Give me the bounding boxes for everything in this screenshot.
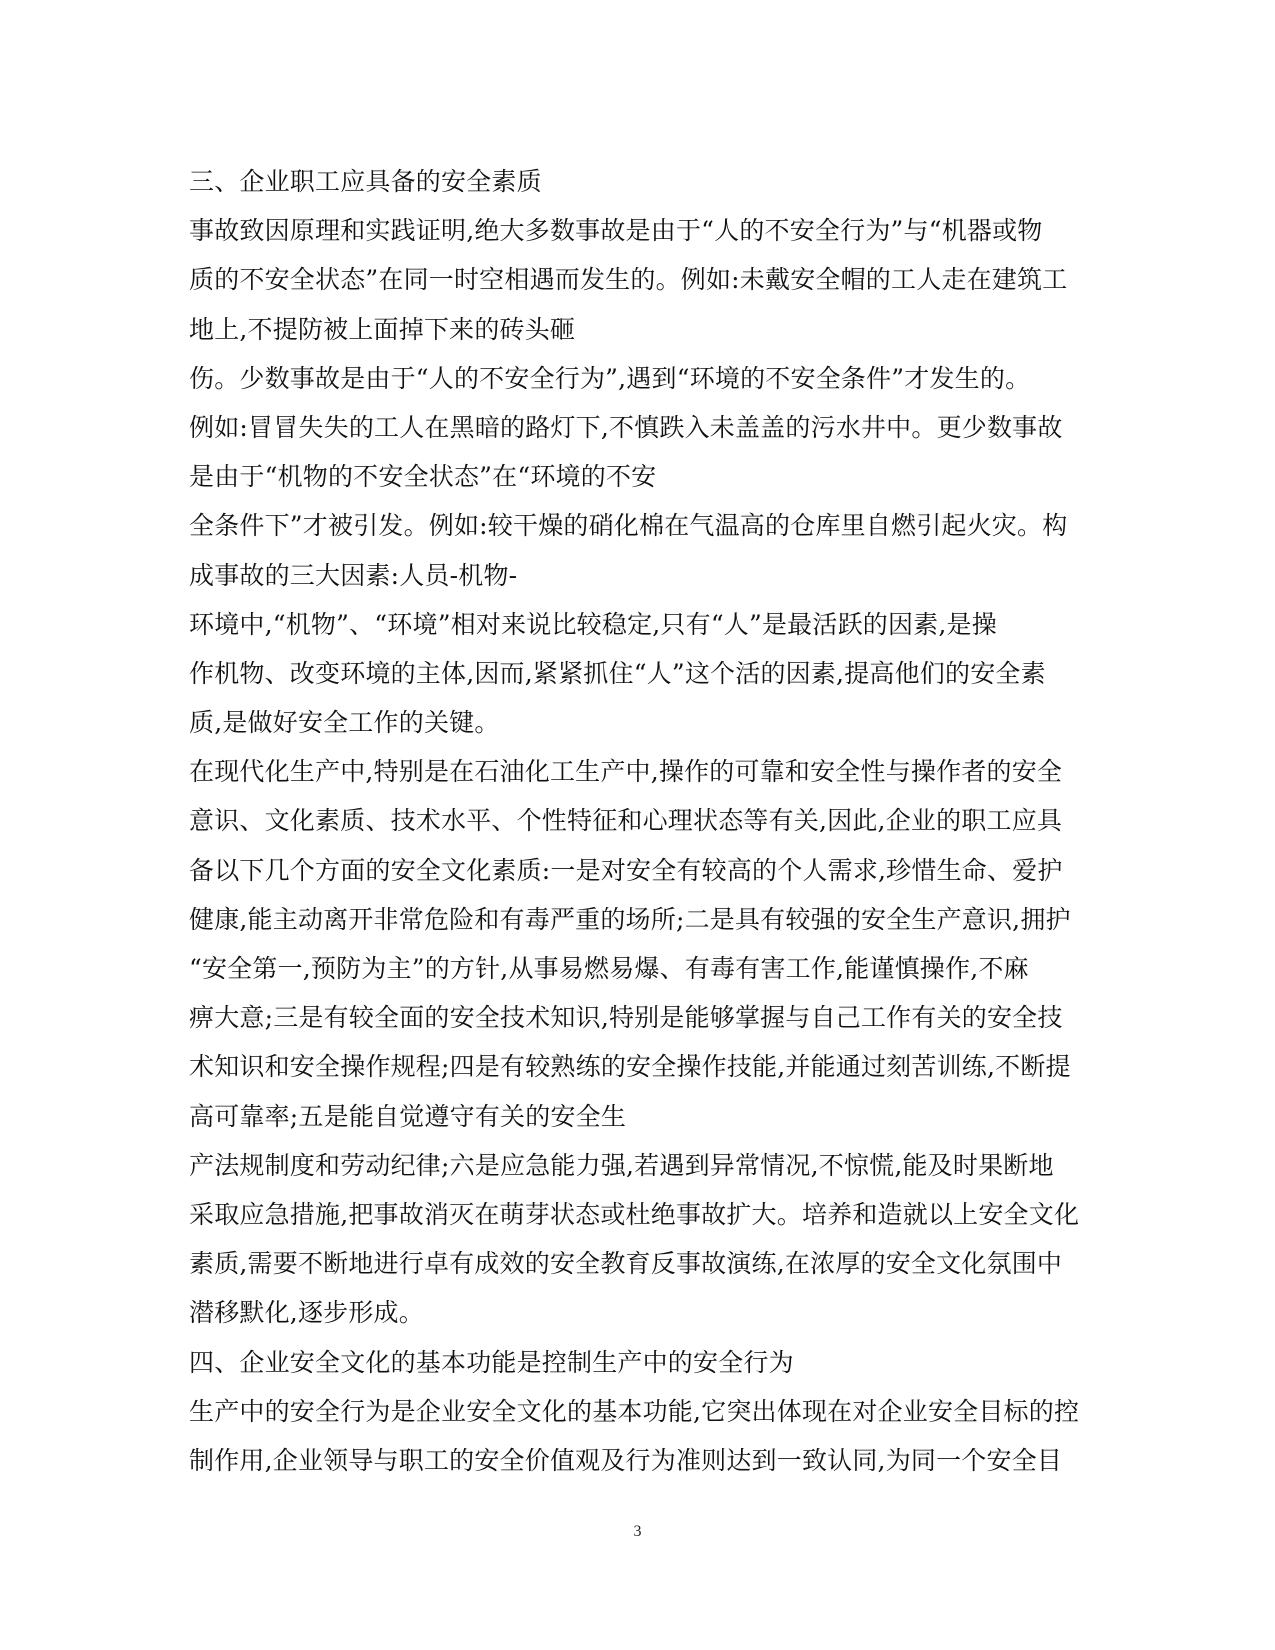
heading-section-3: 三、企业职工应具备的安全素质 bbox=[189, 167, 542, 196]
text-line: 高可靠率;五是能自觉遵守有关的安全生 bbox=[189, 1101, 627, 1131]
text-line: 伤。少数事故是由于“人的不安全行为”,遇到“环境的不安全条件”才发生的。 bbox=[189, 363, 1031, 393]
text-line: 健康,能主动离开非常危险和有毒严重的场所;二是具有较强的安全生产意识,拥护 bbox=[189, 904, 1071, 934]
text-line: 成事故的三大因素:人员-机物- bbox=[189, 560, 518, 590]
text-line: 是由于“机物的不安全状态”在“环境的不安 bbox=[189, 462, 657, 492]
text-line: 痹大意;三是有较全面的安全技术知识,特别是能够掌握与自己工作有关的安全技 bbox=[189, 1003, 1063, 1033]
text-line: 例如:冒冒失失的工人在黑暗的路灯下,不慎跌入未盖盖的污水井中。更少数事故 bbox=[189, 412, 1063, 442]
text-line: 产法规制度和劳动纪律;六是应急能力强,若遇到异常情况,不惊慌,能及时果断地 bbox=[189, 1150, 1054, 1180]
text-line: 素质,需要不断地进行卓有成效的安全教育反事故演练,在浓厚的安全文化氛围中 bbox=[189, 1249, 1063, 1279]
text-line: 采取应急措施,把事故消灭在萌芽状态或杜绝事故扩大。培养和造就以上安全文化 bbox=[189, 1199, 1080, 1229]
text-line: 地上,不提防被上面掉下来的砖头砸 bbox=[189, 314, 576, 344]
text-line: 术知识和安全操作规程;四是有较熟练的安全操作技能,并能通过刻苦训练,不断提 bbox=[189, 1052, 1071, 1082]
text-line: 备以下几个方面的安全文化素质:一是对安全有较高的个人需求,珍惜生命、爱护 bbox=[189, 855, 1063, 885]
heading-section-4: 四、企业安全文化的基本功能是控制生产中的安全行为 bbox=[189, 1347, 794, 1377]
text-line: 生产中的安全行为是企业安全文化的基本功能,它突出体现在对企业安全目标的控 bbox=[189, 1396, 1080, 1426]
text-line: 在现代化生产中,特别是在石油化工生产中,操作的可靠和安全性与操作者的安全 bbox=[189, 757, 1063, 787]
text-line: 作机物、改变环境的主体,因而,紧紧抓住“人”这个活的因素,提高他们的安全素 bbox=[189, 658, 1046, 688]
page-number: 3 bbox=[633, 1523, 642, 1540]
text-line: 质的不安全状态”在同一时空相遇而发生的。例如:未戴安全帽的工人走在建筑工 bbox=[189, 265, 1068, 295]
body-text bbox=[189, 157, 1089, 1485]
text-line: 潜移默化,逐步形成。 bbox=[189, 1298, 424, 1328]
text-line: 质,是做好安全工作的关键。 bbox=[189, 708, 500, 738]
text-line: “安全第一,预防为主”的方针,从事易燃易爆、有毒有害工作,能谨慎操作,不麻 bbox=[189, 954, 1029, 983]
text-line: 制作用,企业领导与职工的安全价值观及行为准则达到一致认同,为同一个安全目 bbox=[189, 1445, 1063, 1475]
text-line: 意识、文化素质、技术水平、个性特征和心理状态等有关,因此,企业的职工应具 bbox=[189, 806, 1063, 836]
text-line: 环境中,“机物”、“环境”相对来说比较稳定,只有“人”是最活跃的因素,是操 bbox=[189, 609, 997, 639]
text-line: 全条件下”才被引发。例如:较干燥的硝化棉在气温高的仓库里自燃引起火灾。构 bbox=[189, 511, 1068, 541]
text-line: 事故致因原理和实践证明,绝大多数事故是由于“人的不安全行为”与“机器或物 bbox=[189, 216, 1043, 246]
